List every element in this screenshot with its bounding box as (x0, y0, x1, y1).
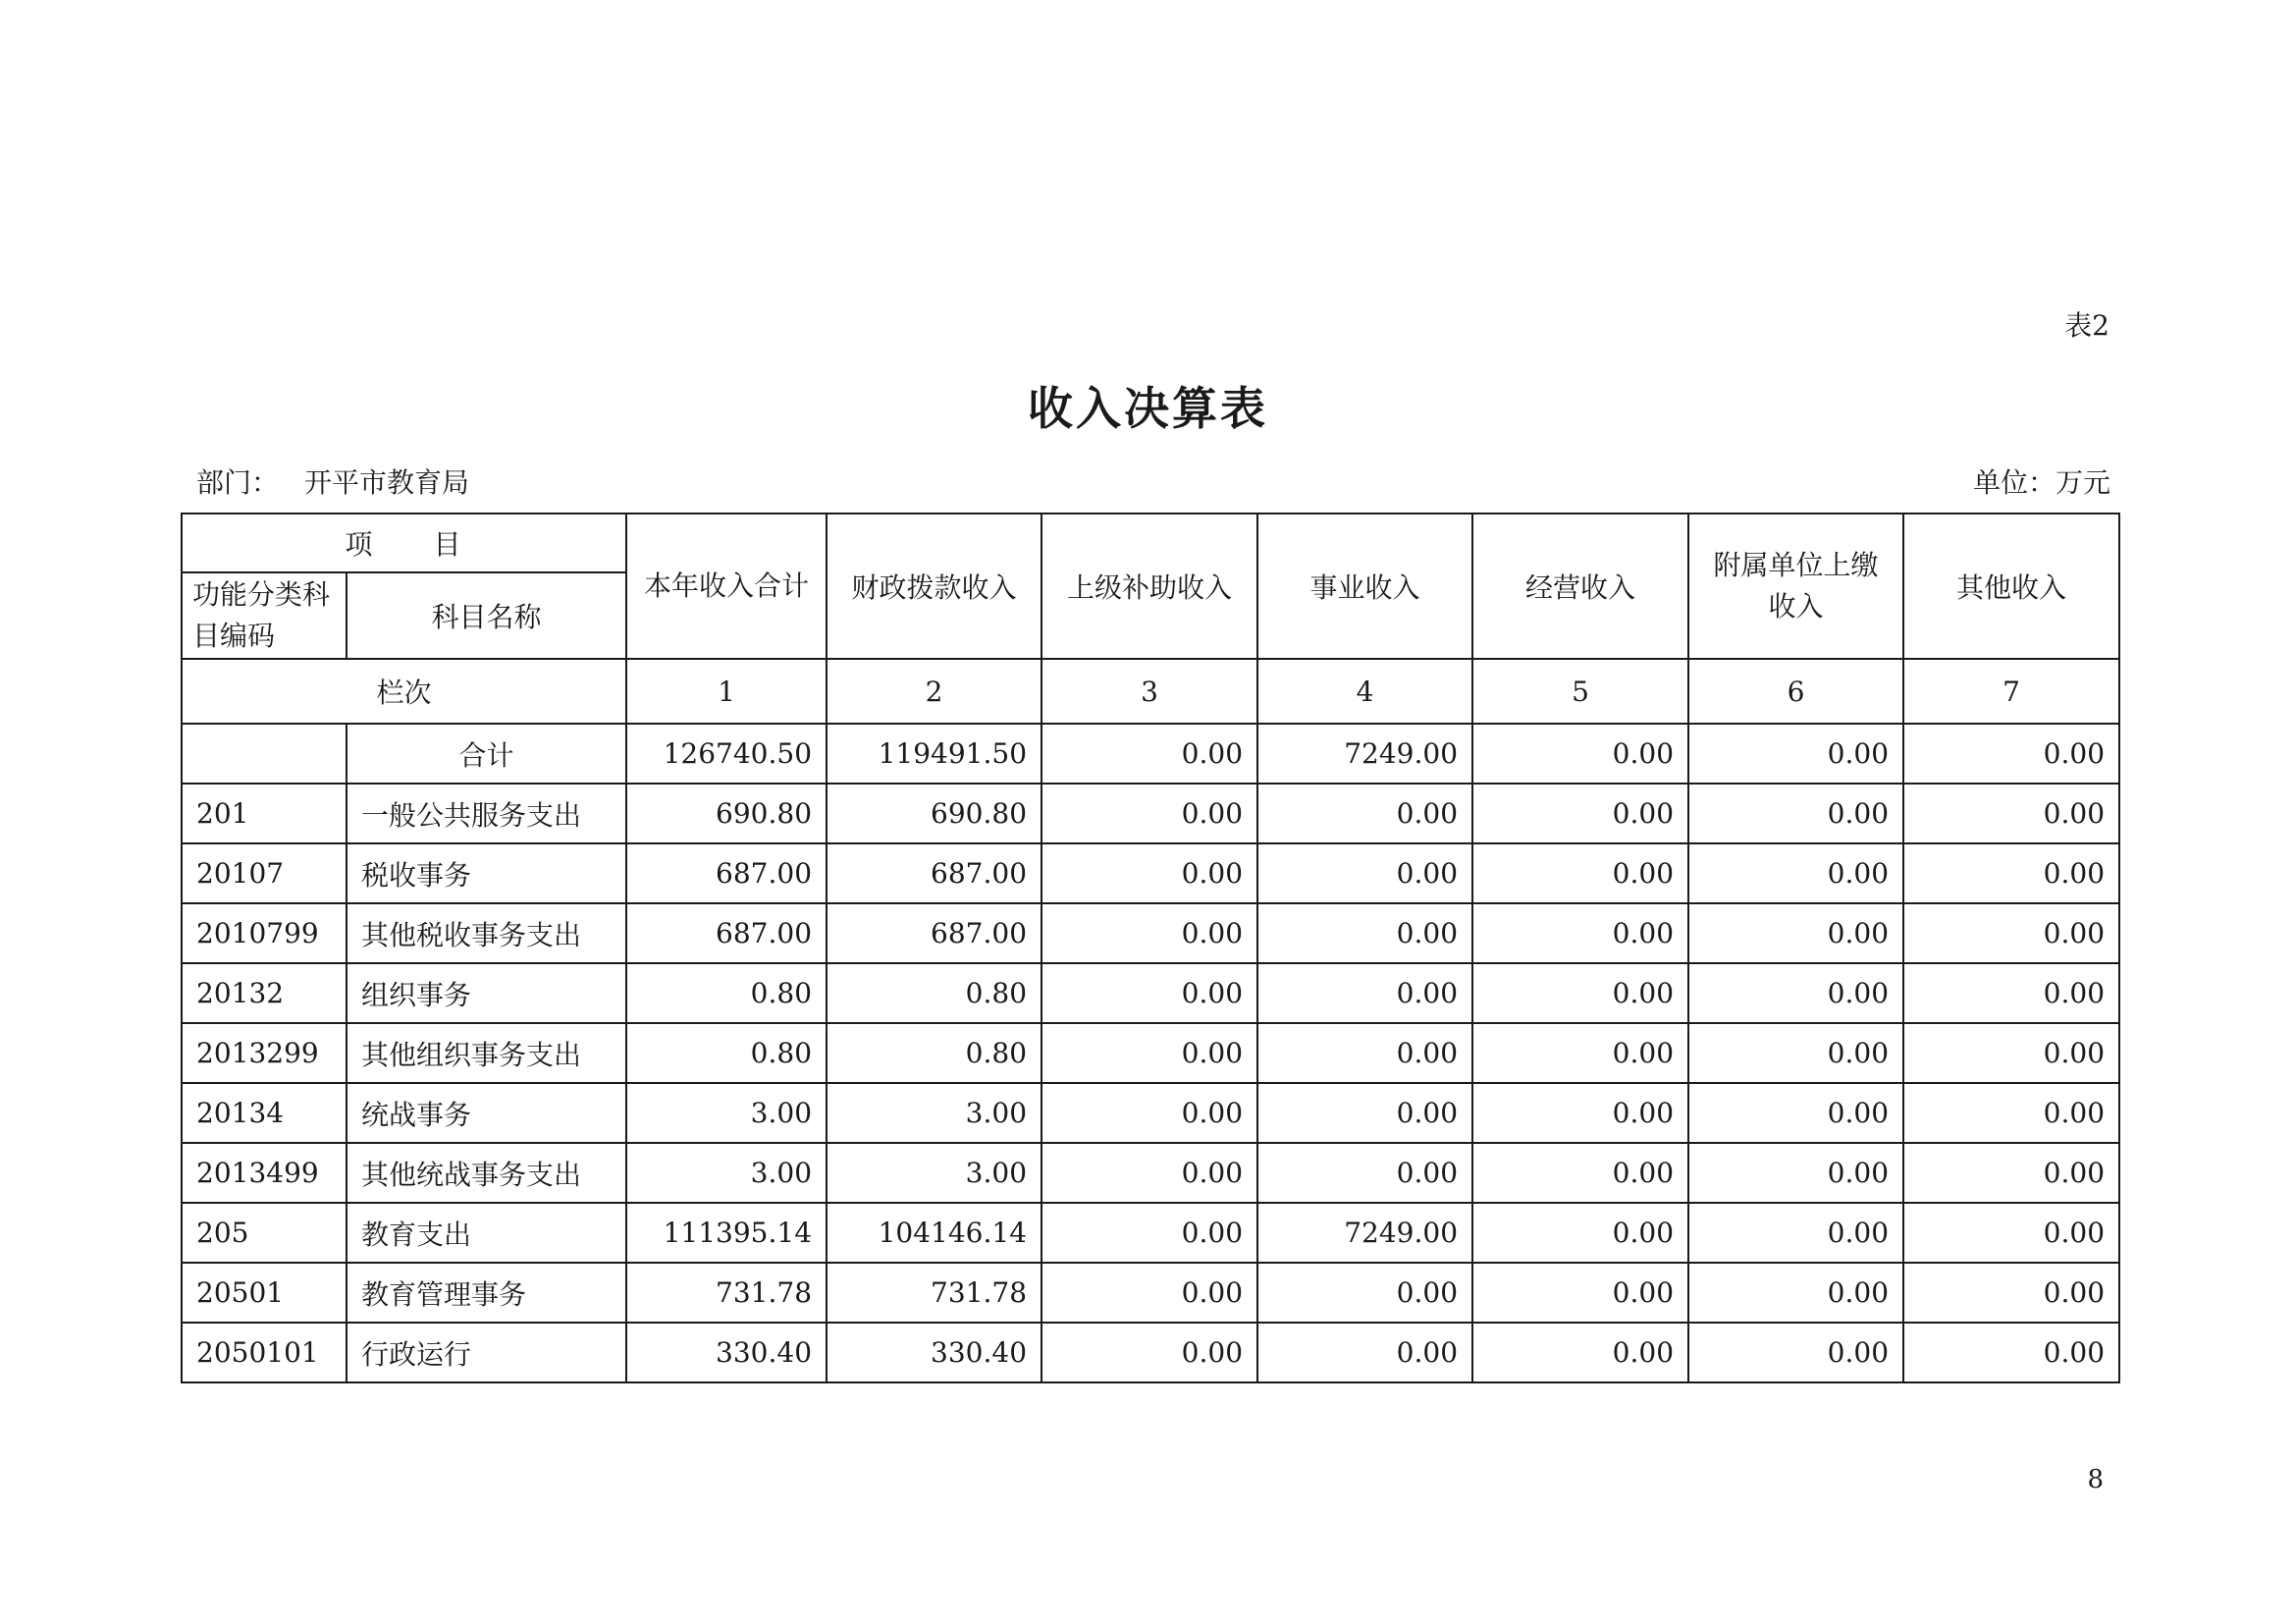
amount-cell: 0.00 (1041, 784, 1257, 843)
amount-cell: 0.00 (1688, 963, 1903, 1023)
column-index: 3 (1041, 659, 1257, 724)
amount-cell: 330.40 (827, 1323, 1041, 1382)
subject-name: 其他组织事务支出 (347, 1023, 626, 1083)
amount-cell: 0.00 (1472, 1143, 1688, 1203)
amount-cell: 687.00 (827, 843, 1041, 903)
amount-cell: 0.80 (626, 963, 827, 1023)
column-index-row (182, 659, 2119, 724)
table-row (182, 1023, 2119, 1083)
amount-cell: 0.00 (1041, 903, 1257, 963)
header-col-total: 本年收入合计 (626, 514, 827, 659)
column-index: 2 (827, 659, 1041, 724)
amount-cell: 0.00 (1257, 1143, 1472, 1203)
amount-cell: 0.00 (1688, 843, 1903, 903)
table-label: 表2 (2064, 309, 2109, 342)
amount-cell: 0.00 (1472, 724, 1688, 784)
subject-code: 20134 (182, 1083, 347, 1143)
column-index: 5 (1472, 659, 1688, 724)
subject-code: 20107 (182, 843, 347, 903)
amount-cell: 0.00 (1688, 1143, 1903, 1203)
amount-cell: 126740.50 (626, 724, 827, 784)
amount-cell: 0.00 (1472, 1323, 1688, 1382)
column-index: 6 (1688, 659, 1903, 724)
subject-code: 2050101 (182, 1323, 347, 1382)
amount-cell: 0.00 (1257, 1263, 1472, 1323)
column-index-label: 栏次 (182, 659, 626, 724)
header-col-fiscal: 财政拨款收入 (827, 514, 1041, 659)
amount-cell: 0.00 (1041, 1083, 1257, 1143)
amount-cell: 3.00 (626, 1083, 827, 1143)
amount-cell: 0.00 (1688, 784, 1903, 843)
amount-cell: 687.00 (626, 843, 827, 903)
amount-cell: 0.00 (1041, 1323, 1257, 1382)
amount-cell: 0.00 (1903, 724, 2119, 784)
amount-cell: 0.00 (1257, 1083, 1472, 1143)
header-col-business: 事业收入 (1257, 514, 1472, 659)
amount-cell: 0.00 (1041, 724, 1257, 784)
department-name: 开平市教育局 (304, 466, 470, 499)
table-row (182, 1143, 2119, 1203)
amount-cell: 690.80 (827, 784, 1041, 843)
amount-cell: 0.80 (827, 1023, 1041, 1083)
column-index: 1 (626, 659, 827, 724)
amount-cell: 0.00 (1903, 1203, 2119, 1263)
amount-cell: 0.00 (1688, 1323, 1903, 1382)
page-number: 8 (2087, 1465, 2104, 1494)
amount-cell: 0.00 (1257, 1323, 1472, 1382)
amount-cell: 0.00 (1688, 1083, 1903, 1143)
amount-cell: 0.00 (1903, 1143, 2119, 1203)
amount-cell: 690.80 (626, 784, 827, 843)
amount-cell: 0.00 (1903, 903, 2119, 963)
amount-cell: 0.00 (1688, 1023, 1903, 1083)
amount-cell: 3.00 (827, 1083, 1041, 1143)
amount-cell: 0.80 (827, 963, 1041, 1023)
amount-cell: 104146.14 (827, 1203, 1041, 1263)
department-info (196, 461, 469, 501)
header-name: 科目名称 (347, 572, 626, 659)
amount-cell: 0.00 (1903, 1023, 2119, 1083)
amount-cell: 0.00 (1257, 784, 1472, 843)
amount-cell: 0.00 (1472, 843, 1688, 903)
amount-cell: 0.00 (1041, 1023, 1257, 1083)
page-title: 收入决算表 (1028, 382, 1268, 435)
subject-code (182, 724, 347, 784)
amount-cell: 0.00 (1472, 1263, 1688, 1323)
amount-cell: 0.00 (1903, 843, 2119, 903)
table-row (182, 903, 2119, 963)
header-code: 功能分类科目编码 (182, 572, 347, 659)
header-col-affiliated: 附属单位上缴收入 (1688, 514, 1903, 659)
table-row (182, 1263, 2119, 1323)
subject-name: 税收事务 (347, 843, 626, 903)
amount-cell: 7249.00 (1257, 1203, 1472, 1263)
amount-cell: 0.00 (1257, 903, 1472, 963)
amount-cell: 7249.00 (1257, 724, 1472, 784)
amount-cell: 0.00 (1688, 1263, 1903, 1323)
subject-name: 教育管理事务 (347, 1263, 626, 1323)
amount-cell: 731.78 (827, 1263, 1041, 1323)
amount-cell: 0.00 (1041, 963, 1257, 1023)
subject-name: 教育支出 (347, 1203, 626, 1263)
amount-cell: 0.00 (1472, 1083, 1688, 1143)
table-row (182, 963, 2119, 1023)
amount-cell: 0.00 (1041, 843, 1257, 903)
amount-cell: 0.00 (1472, 1023, 1688, 1083)
subject-name: 一般公共服务支出 (347, 784, 626, 843)
header-row (182, 514, 2119, 572)
amount-cell: 0.00 (1041, 1203, 1257, 1263)
amount-cell: 330.40 (626, 1323, 827, 1382)
amount-cell: 0.00 (1041, 1143, 1257, 1203)
header-col-operating: 经营收入 (1472, 514, 1688, 659)
amount-cell: 687.00 (626, 903, 827, 963)
amount-cell: 0.00 (1257, 963, 1472, 1023)
unit-label: 单位：万元 (1972, 466, 2110, 499)
subject-code: 2013299 (182, 1023, 347, 1083)
header-col-superior-subsidy: 上级补助收入 (1041, 514, 1257, 659)
amount-cell: 0.00 (1903, 1083, 2119, 1143)
amount-cell: 0.00 (1472, 903, 1688, 963)
subject-code: 205 (182, 1203, 347, 1263)
amount-cell: 0.00 (1903, 1323, 2119, 1382)
column-index: 7 (1903, 659, 2119, 724)
amount-cell: 0.00 (1257, 1023, 1472, 1083)
amount-cell: 111395.14 (626, 1203, 827, 1263)
subject-name: 组织事务 (347, 963, 626, 1023)
subject-name: 行政运行 (347, 1323, 626, 1382)
amount-cell: 0.00 (1041, 1263, 1257, 1323)
amount-cell: 0.00 (1903, 1263, 2119, 1323)
income-table (181, 513, 2120, 1383)
amount-cell: 0.00 (1903, 963, 2119, 1023)
column-index: 4 (1257, 659, 1472, 724)
subject-name: 其他税收事务支出 (347, 903, 626, 963)
amount-cell: 0.00 (1903, 784, 2119, 843)
subject-name: 统战事务 (347, 1083, 626, 1143)
subject-code: 2010799 (182, 903, 347, 963)
amount-cell: 3.00 (626, 1143, 827, 1203)
amount-cell: 0.00 (1257, 843, 1472, 903)
department-label: 部门： (196, 466, 280, 499)
subject-code: 2013499 (182, 1143, 347, 1203)
total-row (182, 724, 2119, 784)
table-row (182, 1203, 2119, 1263)
amount-cell: 0.00 (1688, 724, 1903, 784)
amount-cell: 0.80 (626, 1023, 827, 1083)
amount-cell: 119491.50 (827, 724, 1041, 784)
amount-cell: 0.00 (1472, 784, 1688, 843)
table-row (182, 1083, 2119, 1143)
amount-cell: 0.00 (1688, 903, 1903, 963)
table-row (182, 784, 2119, 843)
amount-cell: 0.00 (1472, 963, 1688, 1023)
subject-code: 20501 (182, 1263, 347, 1323)
header-item-group: 项 目 (182, 514, 626, 572)
amount-cell: 687.00 (827, 903, 1041, 963)
amount-cell: 731.78 (626, 1263, 827, 1323)
table-row (182, 843, 2119, 903)
subject-name: 合计 (347, 724, 626, 784)
amount-cell: 3.00 (827, 1143, 1041, 1203)
subject-code: 201 (182, 784, 347, 843)
amount-cell: 0.00 (1472, 1203, 1688, 1263)
amount-cell: 0.00 (1688, 1203, 1903, 1263)
subject-name: 其他统战事务支出 (347, 1143, 626, 1203)
subject-code: 20132 (182, 963, 347, 1023)
table-row (182, 1323, 2119, 1382)
header-col-other: 其他收入 (1903, 514, 2119, 659)
